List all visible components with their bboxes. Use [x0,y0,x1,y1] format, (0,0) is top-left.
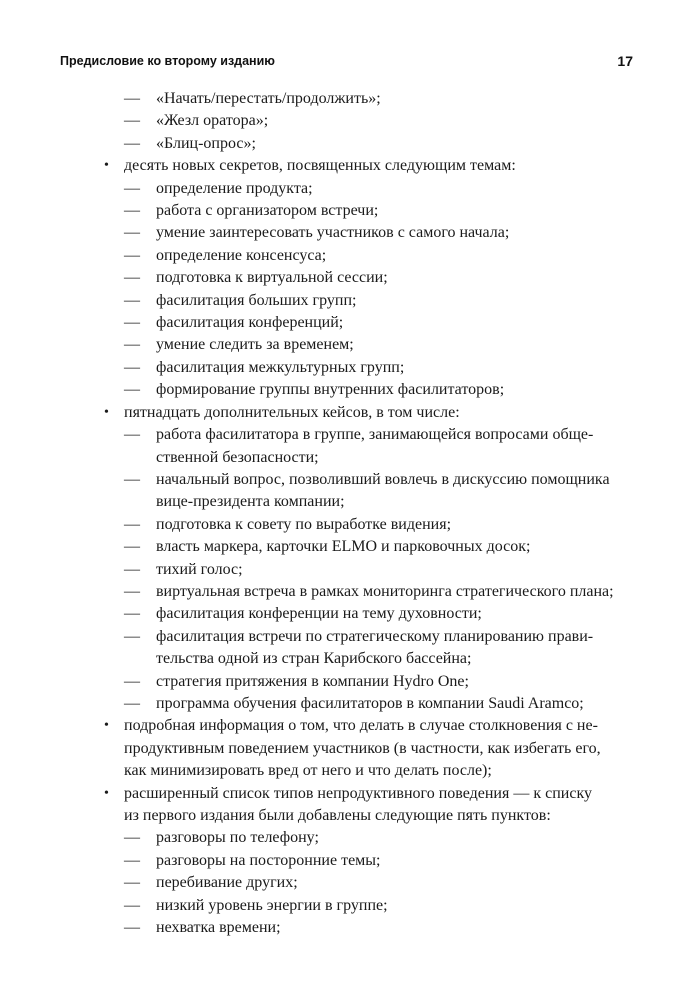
line-text: умение следить за временем; [156,336,354,354]
line-text: начальный вопрос, позволивший вовлечь в дискуссию помощника [156,470,610,488]
dash-marker: — [124,694,140,712]
dash-marker: — [124,874,140,892]
dash-marker: — [124,829,140,847]
dash-marker: — [124,851,140,869]
line-text: виртуальная встреча в рамках мониторинга стратегического плана; [156,582,614,600]
dash-list-item [80,872,610,894]
chapter-title: Предисловие ко второму изданию [60,54,275,68]
line-text: тихий голос; [156,560,243,578]
line-text: подготовка к виртуальной сессии; [156,269,388,287]
dash-list-item [80,110,610,132]
line-text: формирование группы внутренних фасилитаторов; [156,381,505,399]
dash-marker: — [124,179,140,197]
dash-list-item [80,559,610,581]
list-item-continuation [80,447,610,469]
line-text: разговоры на посторонние темы; [156,851,381,869]
dash-list-item [80,290,610,312]
list-item-continuation [80,738,610,760]
dash-marker: — [124,381,140,399]
dash-list-item [80,222,610,244]
dash-list-item [80,603,610,625]
list-item-continuation [80,805,610,827]
dash-marker: — [124,291,140,309]
line-text: разговоры по телефону; [156,829,319,847]
dash-marker: — [124,134,140,152]
bullet-list-item [80,155,610,177]
dash-marker: — [124,269,140,287]
line-text: как минимизировать вред от него и что делать после); [124,762,492,780]
dash-list-item [80,267,610,289]
dash-list-item [80,88,610,110]
line-text: работа фасилитатора в группе, занимающейся вопросами обще- [156,426,594,444]
dash-list-item [80,581,614,603]
line-text: из первого издания были добавлены следующие пять пунктов: [124,807,551,824]
dash-marker: — [124,336,140,354]
dash-list-item [80,245,610,267]
line-text: стратегия притяжения в компании Hydro One; [156,672,469,690]
bullet-list-item [80,715,610,737]
line-text: работа с организатором встречи; [156,202,379,220]
dash-marker: — [124,560,140,578]
dash-marker: — [124,627,140,645]
bullet-marker: • [104,404,109,420]
dash-list-item [80,357,610,379]
dash-marker: — [124,358,140,376]
dash-list-item [80,334,610,356]
dash-list-item [80,469,610,491]
bullet-marker: • [104,718,109,734]
line-text: фасилитация больших групп; [156,291,357,309]
dash-marker: — [124,314,140,332]
dash-list-item [80,671,610,693]
dash-marker: — [124,112,140,130]
dash-marker: — [124,470,140,488]
line-text: подробная информация о том, что делать в случае столкновения с не- [124,717,598,735]
dash-list-item [80,917,610,939]
line-text: фасилитация конференции на тему духовности; [156,605,482,623]
line-text: определение продукта; [156,179,313,197]
dash-list-item [80,626,610,648]
line-text: подготовка к совету по выработке видения; [156,515,452,533]
dash-list-item [80,200,610,222]
running-header [60,51,633,71]
dash-list-item [80,424,610,446]
list-item-continuation [80,760,610,782]
line-text: десять новых секретов, посвященных следующим темам: [124,157,516,175]
dash-list-item [80,379,610,401]
dash-marker: — [124,224,140,242]
dash-marker: — [124,515,140,533]
page-body [80,88,614,939]
bullet-marker: • [104,158,109,174]
list-item-continuation [80,648,610,670]
dash-marker: — [124,538,140,556]
line-text: расширенный список типов непродуктивного поведения — к списку [124,784,592,802]
line-text: «Жезл оратора»; [156,112,269,130]
dash-marker: — [124,919,140,937]
dash-list-item [80,312,610,334]
dash-list-item [80,850,610,872]
list-item-continuation [80,491,610,513]
dash-list-item [80,693,610,715]
line-text: программа обучения фасилитаторов в компании Saudi Aramco; [156,694,584,712]
dash-marker: — [124,202,140,220]
line-text: вице-президента компании; [156,493,345,511]
dash-list-item [80,536,610,558]
bullet-list-item [80,402,610,424]
line-text: тельства одной из стран Карибского бассейна; [156,650,472,668]
bullet-marker: • [104,785,109,801]
line-text: умение заинтересовать участников с самого начала; [156,224,510,242]
dash-marker: — [124,426,140,444]
dash-marker: — [124,605,140,623]
line-text: «Начать/перестать/продолжить»; [156,90,381,107]
line-text: «Блиц-опрос»; [156,134,256,152]
dash-marker: — [124,896,140,914]
dash-list-item [80,827,610,849]
dash-marker: — [124,90,140,107]
line-text: пятнадцать дополнительных кейсов, в том числе: [124,403,460,421]
line-text: перебивание других; [156,874,298,892]
line-text: нехватка времени; [156,919,281,937]
line-text: продуктивным поведением участников (в частности, как избегать его, [124,739,601,757]
dash-list-item [80,895,610,917]
line-text: фасилитация межкультурных групп; [156,358,405,376]
dash-marker: — [124,672,140,690]
bullet-list-item [80,783,610,805]
line-text: фасилитация встречи по стратегическому планированию прави- [156,627,594,645]
line-text: власть маркера, карточки ELMO и парковочных досок; [156,538,531,556]
dash-marker: — [124,582,140,600]
line-text: ственной безопасности; [156,448,319,466]
dash-list-item [80,178,610,200]
line-text: низкий уровень энергии в группе; [156,896,388,914]
dash-list-item [80,133,610,155]
page-number: 17 [617,53,633,69]
line-text: фасилитация конференций; [156,314,344,332]
dash-list-item [80,514,610,536]
line-text: определение консенсуса; [156,246,327,264]
dash-marker: — [124,246,140,264]
